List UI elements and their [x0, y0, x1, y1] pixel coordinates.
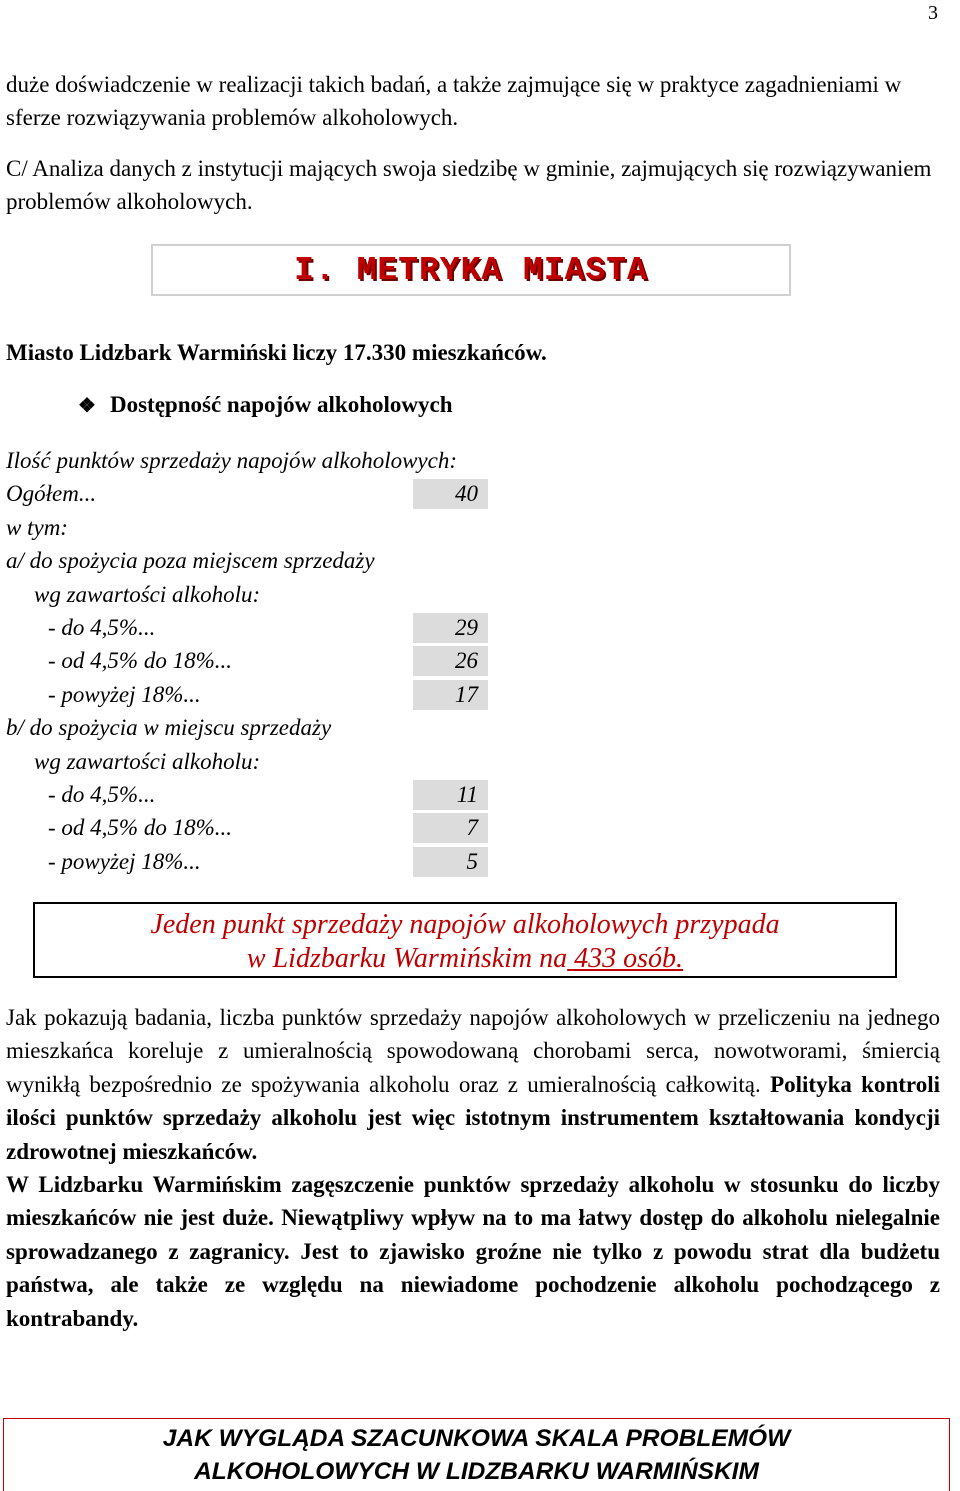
stats-value: 26	[413, 646, 488, 676]
stats-value: 11	[413, 780, 488, 810]
body-paragraph	[6, 1001, 940, 1335]
stats-label: - powyżej 18%...	[48, 848, 201, 874]
group-b-heading: b/ do spożycia w miejscu sprzedaży	[6, 715, 332, 741]
highlight-box	[33, 902, 897, 978]
body-text-1: Jak pokazują badania, liczba punktów sprzedaży napojów alkoholowych w przeliczeniu na jednego mieszkańca koreluje z umieralnością spowodowaną chorobami serca, nowotworami, śmiercią wynikłą bezpośrednio ze spożywania alkoholu oraz z umieralnością całkowitą.	[6, 1005, 940, 1097]
stats-label: - powyżej 18%...	[48, 681, 201, 707]
stats-row	[6, 644, 478, 677]
sales-points-stats	[6, 444, 478, 878]
stats-value: 7	[413, 813, 488, 843]
stats-row	[6, 845, 478, 878]
page-number: 3	[928, 2, 938, 24]
section-title-box	[151, 244, 791, 296]
highlight-line-2-prefix: w Lidzbarku Warmińskim na	[246, 943, 568, 974]
next-section-box	[3, 1418, 950, 1491]
next-section-title-line-1: JAK WYGLĄDA SZACUNKOWA SKALA PROBLEMÓW	[162, 1425, 791, 1452]
stats-w-tym: w tym:	[6, 514, 68, 540]
stats-row	[6, 778, 478, 811]
stats-row	[6, 678, 478, 711]
highlight-line-2	[35, 942, 895, 976]
city-population-line: Miasto Lidzbark Warmiński liczy 17.330 mieszkańców.	[6, 340, 547, 365]
stats-label: - do 4,5%...	[48, 614, 156, 640]
bullet-heading	[78, 392, 453, 418]
stats-row	[6, 811, 478, 844]
stats-value: 17	[413, 680, 488, 710]
stats-label: - do 4,5%...	[48, 781, 156, 807]
section-title: I. METRYKA MIASTA	[294, 251, 648, 289]
highlight-residents-count: 433 osób.	[567, 943, 684, 974]
group-a-heading: a/ do spożycia poza miejscem sprzedaży	[6, 548, 375, 574]
bullet-heading-text: Dostępność napojów alkoholowych	[110, 392, 453, 417]
stats-label: - od 4,5% do 18%...	[48, 648, 232, 674]
group-a-subheading: wg zawartości alkoholu:	[34, 581, 261, 607]
stats-label: - od 4,5% do 18%...	[48, 815, 232, 841]
intro-paragraph-2: C/ Analiza danych z instytucji mających swoja siedzibę w gminie, zajmujących się rozwiązywaniem problemów alkoholowych.	[6, 156, 932, 215]
highlight-line-1: Jeden punkt sprzedaży napojów alkoholowych przypada	[150, 909, 780, 940]
stats-label: Ogółem...	[6, 481, 97, 507]
diamond-bullet-icon: ❖	[78, 395, 96, 417]
stats-row-total	[6, 477, 478, 510]
intro-paragraph-1: duże doświadczenie w realizacji takich badań, a także zajmujące się w praktyce zagadnieniami w sferze rozwiązywania problemów alkoholowych.	[6, 72, 902, 131]
stats-heading: Ilość punktów sprzedaży napojów alkoholowych:	[6, 448, 458, 473]
stats-value: 5	[413, 847, 488, 877]
stats-row	[6, 611, 478, 644]
group-b-subheading: wg zawartości alkoholu:	[34, 748, 261, 774]
stats-value: 29	[413, 613, 488, 643]
body-bold-2: W Lidzbarku Warmińskim zagęszczenie punktów sprzedaży alkoholu w stosunku do liczby mieszkańców nie jest duże. Niewątpliwy wpływ na to ma łatwy dostęp do alkoholu nielegalnie sprowadzanego z zagranicy. Jest to zjawisko groźne nie tylko z powodu strat dla budżetu państwa, ale także ze względu na niewiadome pochodzenie alkoholu pochodzącego z kontrabandy.	[6, 1172, 940, 1331]
stats-value: 40	[413, 479, 488, 509]
next-section-title-line-2: ALKOHOLOWYCH W LIDZBARKU WARMIŃSKIM	[194, 1458, 759, 1485]
body-bold-1: Polityka kontroli ilości punktów sprzedaży alkoholu jest więc istotnym instrumentem kształtowania kondycji zdrowotnej mieszkańców.	[6, 1071, 940, 1164]
